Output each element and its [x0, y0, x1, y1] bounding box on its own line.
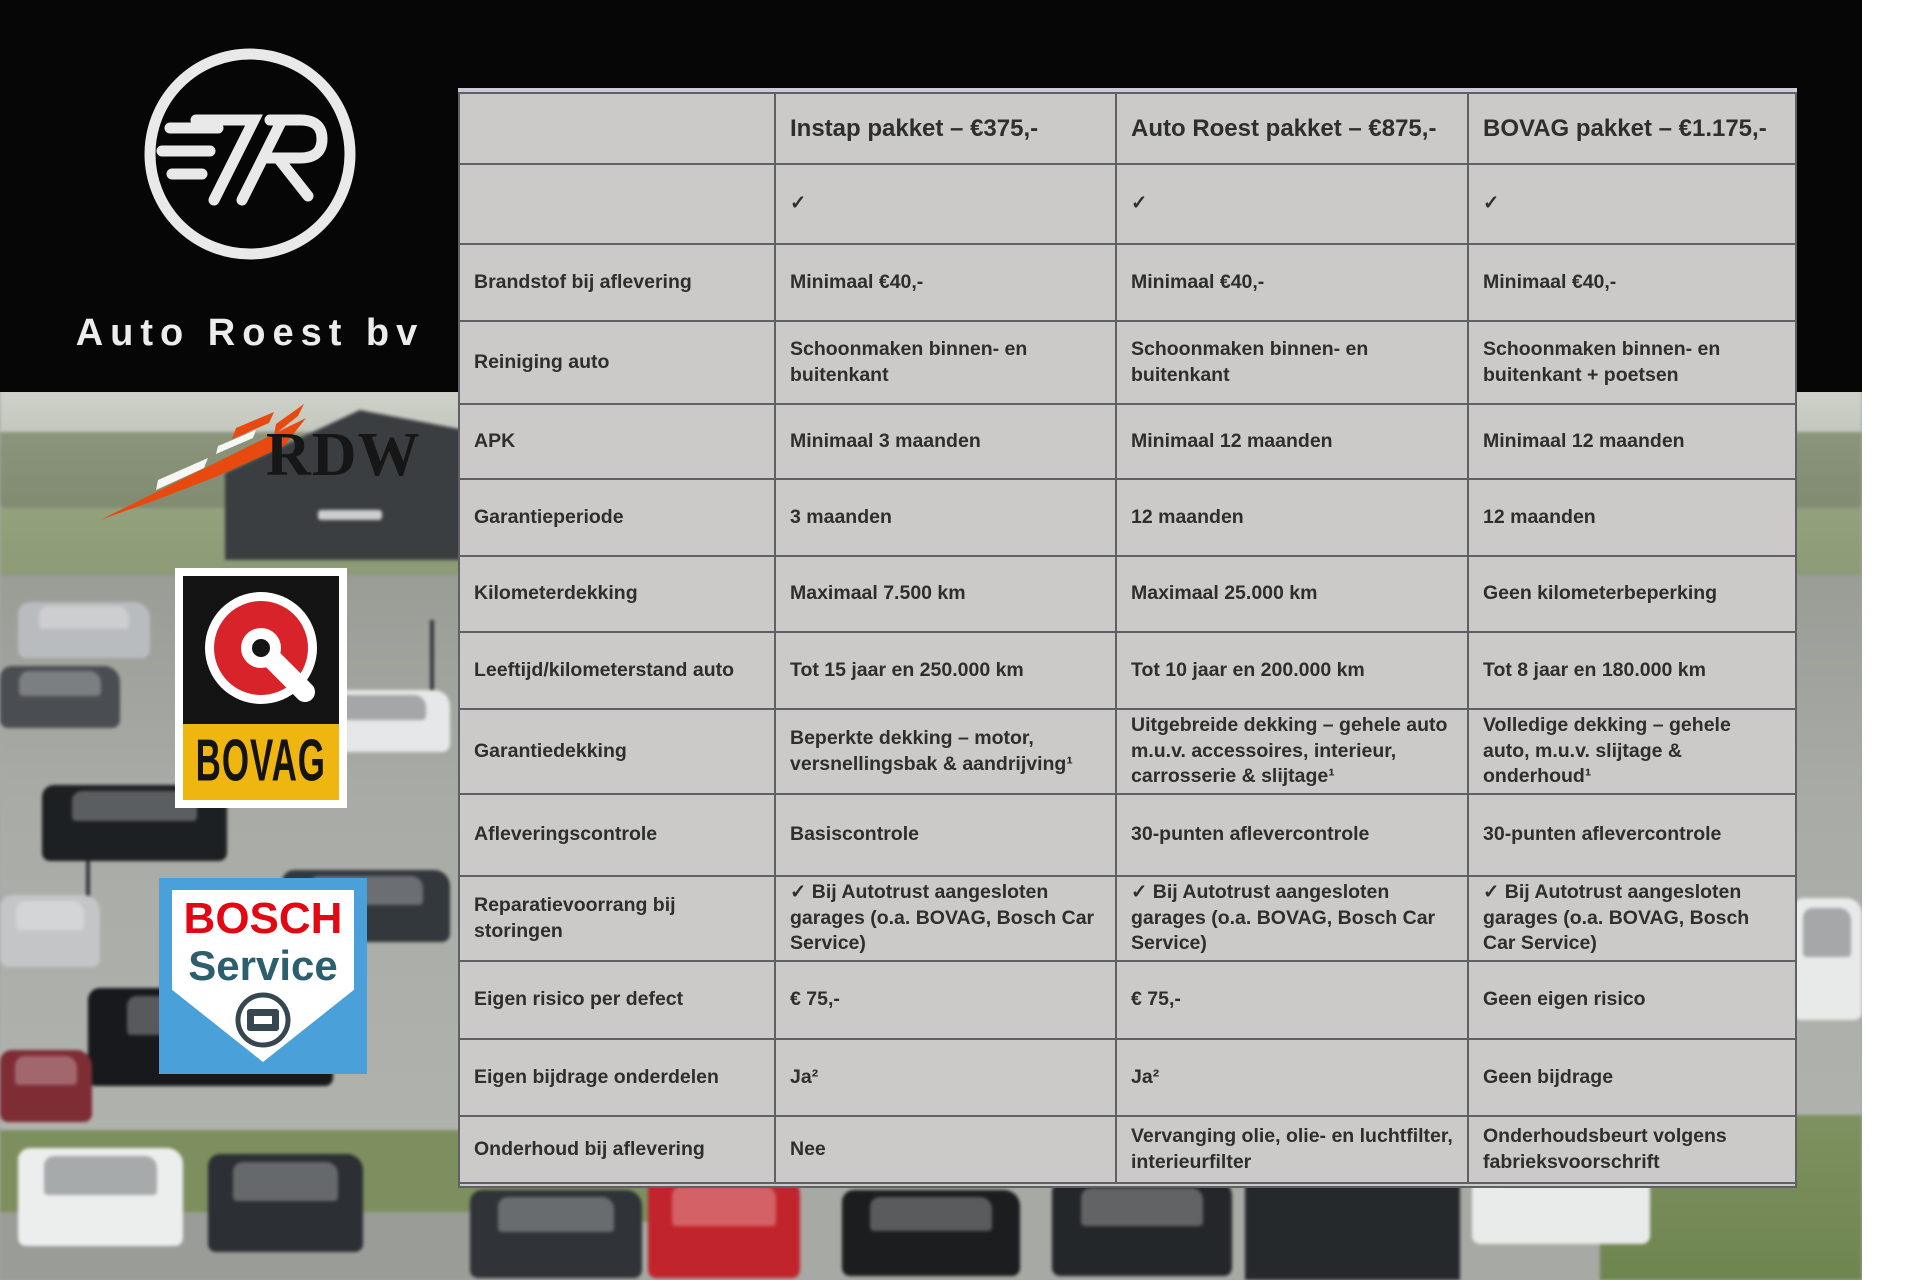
car-silhouette: [470, 1190, 642, 1278]
car-silhouette: [208, 1154, 363, 1252]
car-silhouette: [0, 1050, 92, 1122]
row-label: Eigen bijdrage onderdelen: [460, 1040, 776, 1117]
table-cell: 12 maanden: [1117, 480, 1469, 557]
table-cell: Uitgebreide dekking – gehele auto m.u.v. accessoires, interieur, carrosserie & slijtage¹: [1117, 710, 1469, 795]
table-cell: Minimaal €40,-: [1469, 245, 1795, 322]
table-cell: ✓: [1469, 165, 1795, 245]
table-cell: Schoonmaken binnen- en buitenkant + poetsen: [1469, 322, 1795, 405]
bovag-wordmark: BOVAG: [195, 728, 327, 794]
car-silhouette: [18, 1148, 183, 1246]
table-cell: Minimaal €40,-: [1117, 245, 1469, 322]
row-label: Onderhoud bij aflevering: [460, 1117, 776, 1184]
table-cell: Schoonmaken binnen- en buitenkant: [776, 322, 1117, 405]
table-cell: Onderhoudsbeurt volgens fabrieksvoorschrift: [1469, 1117, 1795, 1184]
table-cell: € 75,-: [776, 962, 1117, 1040]
column-header: Auto Roest pakket – €875,-: [1117, 94, 1469, 165]
table-cell: Basiscontrole: [776, 795, 1117, 877]
column-header: Instap pakket – €375,-: [776, 94, 1117, 165]
table-cell: Minimaal 3 maanden: [776, 405, 1117, 480]
car-silhouette: [0, 895, 100, 967]
table-cell: 12 maanden: [1469, 480, 1795, 557]
rdw-logo: [98, 402, 421, 524]
table-cell: ✓ Bij Autotrust aangesloten garages (o.a. BOVAG, Bosch Car Service): [1469, 877, 1795, 962]
row-label: Afleveringscontrole: [460, 795, 776, 877]
table-cell: Nee: [776, 1117, 1117, 1184]
table-cell: Maximaal 7.500 km: [776, 557, 1117, 633]
row-label: Leeftijd/kilometerstand auto: [460, 633, 776, 710]
table-cell: Geen kilometerbeperking: [1469, 557, 1795, 633]
table-cell: Geen eigen risico: [1469, 962, 1795, 1040]
table-cell: Volledige dekking – gehele auto, m.u.v. slijtage & onderhoud¹: [1469, 710, 1795, 795]
row-label: Garantieperiode: [460, 480, 776, 557]
table-cell: ✓: [776, 165, 1117, 245]
row-label: Garantiedekking: [460, 710, 776, 795]
row-label: Brandstof bij aflevering: [460, 245, 776, 322]
table-cell: 30-punten aflevercontrole: [1117, 795, 1469, 877]
table-cell: Minimaal 12 maanden: [1469, 405, 1795, 480]
brand-name: Auto Roest bv: [75, 312, 425, 354]
table-cell: ✓ Bij Autotrust aangesloten garages (o.a. BOVAG, Bosch Car Service): [776, 877, 1117, 962]
bosch-service-logo: [159, 878, 367, 1074]
brand-box: [0, 0, 465, 392]
table-corner-cell: [460, 94, 776, 165]
table-cell: Minimaal 12 maanden: [1117, 405, 1469, 480]
table-cell: 3 maanden: [776, 480, 1117, 557]
table-cell: 30-punten aflevercontrole: [1469, 795, 1795, 877]
row-label: Reparatievoorrang bij storingen: [460, 877, 776, 962]
car-silhouette: [1792, 898, 1862, 1020]
table-cell: Tot 8 jaar en 180.000 km: [1469, 633, 1795, 710]
rdw-wordmark: RDW: [266, 421, 421, 489]
table-cell: Tot 15 jaar en 250.000 km: [776, 633, 1117, 710]
table-cell: Tot 10 jaar en 200.000 km: [1117, 633, 1469, 710]
bosch-service-wordmark: Service: [188, 942, 338, 989]
bovag-logo: [175, 568, 347, 808]
table-cell: Minimaal €40,-: [776, 245, 1117, 322]
bovag-wordmark-band: [183, 724, 339, 800]
row-label: Reiniging auto: [460, 322, 776, 405]
auto-roest-logo: [130, 34, 370, 274]
car-silhouette: [648, 1178, 800, 1278]
column-header: BOVAG pakket – €1.175,-: [1469, 94, 1795, 165]
table-cell: Schoonmaken binnen- en buitenkant: [1117, 322, 1469, 405]
bosch-wordmark: BOSCH: [183, 894, 343, 943]
row-label: [460, 165, 776, 245]
car-silhouette: [1052, 1180, 1232, 1276]
table-cell: Geen bijdrage: [1469, 1040, 1795, 1117]
table-cell: Vervanging olie, olie- en luchtfilter, interieurfilter: [1117, 1117, 1469, 1184]
bosch-emblem-icon: [233, 990, 293, 1050]
table-cell: ✓: [1117, 165, 1469, 245]
table-cell: ✓ Bij Autotrust aangesloten garages (o.a. BOVAG, Bosch Car Service): [1117, 877, 1469, 962]
row-label: Eigen risico per defect: [460, 962, 776, 1040]
table-cell: Beperkte dekking – motor, versnellingsbak & aandrijving¹: [776, 710, 1117, 795]
car-silhouette: [0, 666, 120, 728]
car-silhouette: [18, 602, 150, 658]
table-cell: Maximaal 25.000 km: [1117, 557, 1469, 633]
car-silhouette: [842, 1190, 1020, 1276]
table-cell: Ja²: [1117, 1040, 1469, 1117]
table-cell: € 75,-: [1117, 962, 1469, 1040]
row-label: Kilometerdekking: [460, 557, 776, 633]
bovag-mark-icon: [183, 576, 339, 724]
table-cell: Ja²: [776, 1040, 1117, 1117]
package-table: [458, 92, 1797, 1188]
row-label: APK: [460, 405, 776, 480]
